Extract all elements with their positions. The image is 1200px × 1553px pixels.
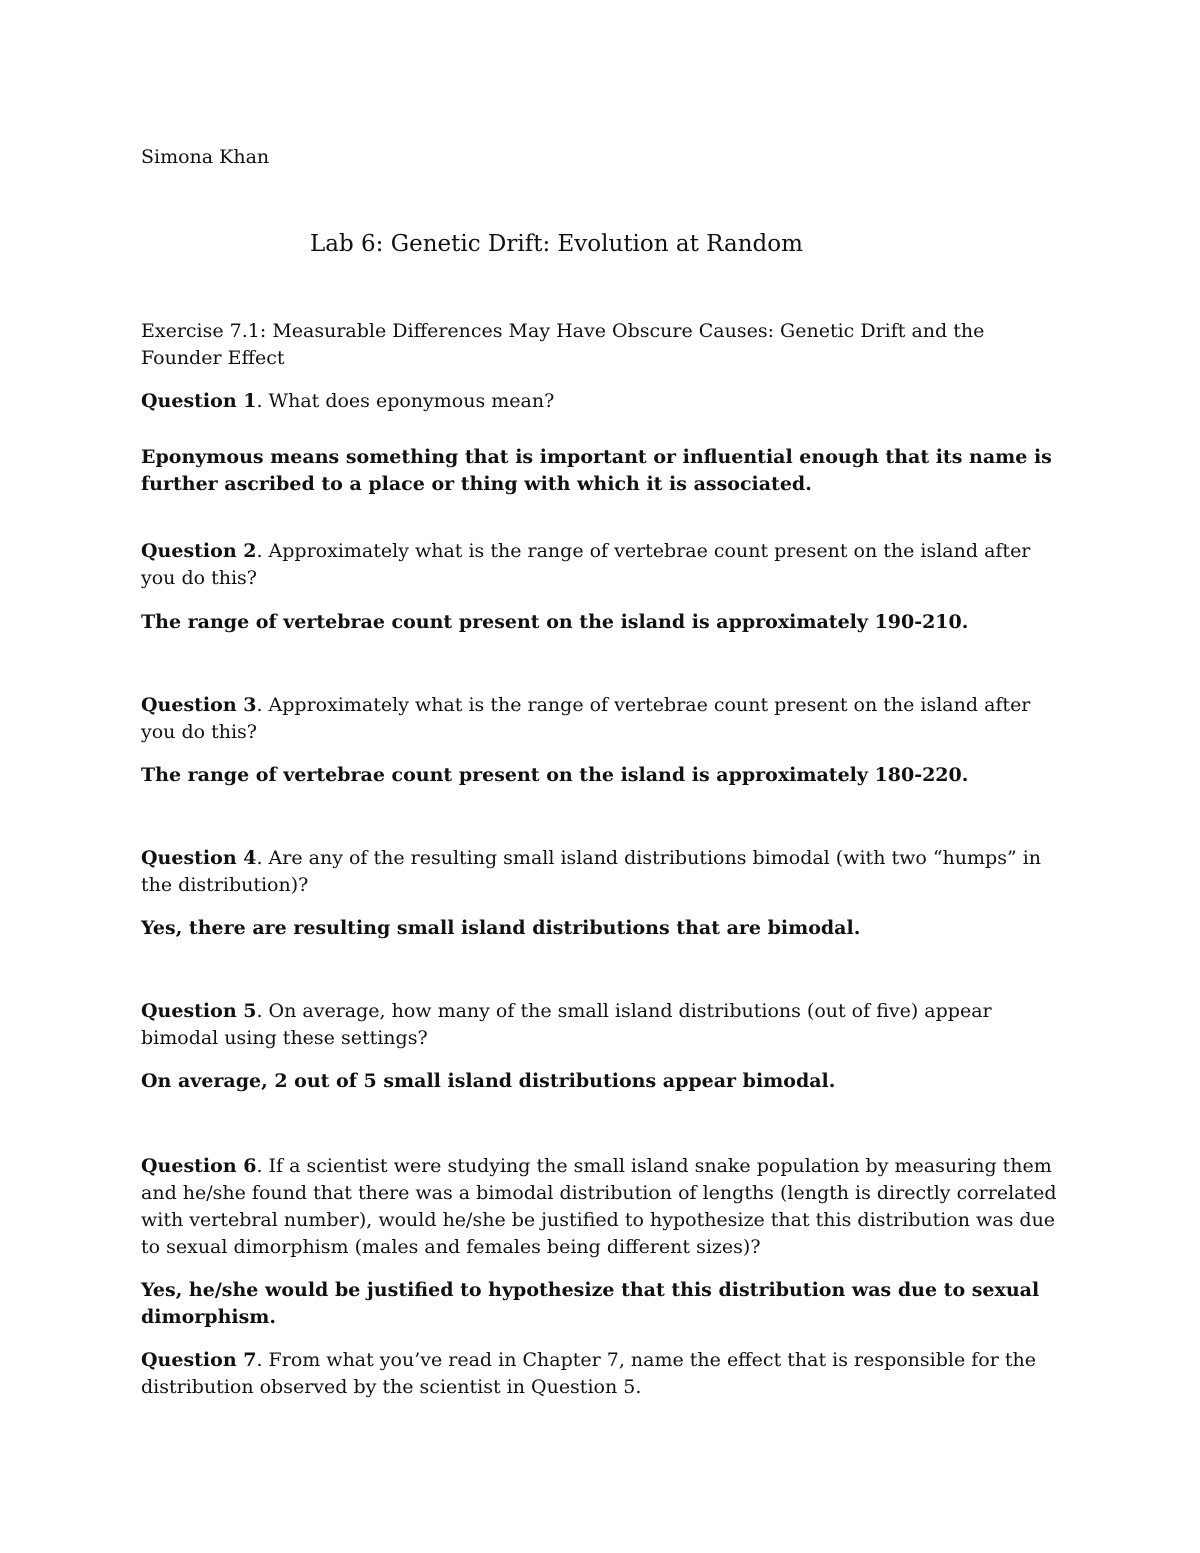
question-6 — [141, 1153, 1061, 1261]
question-1-label: Question 1 — [141, 390, 257, 412]
question-3-label: Question 3 — [141, 694, 257, 716]
question-6-text: . If a scientist were studying the small island snake population by measuring them and he/she found that there was a bimodal distribution of lengths (length is directly correlated with vertebral number), would he/she be justified to hypothesize that this distribution was due to sexual dimorphism (males and females being different sizes)? — [141, 1155, 1057, 1258]
question-4 — [141, 845, 1061, 899]
question-6-label: Question 6 — [141, 1155, 257, 1177]
question-7 — [141, 1347, 1061, 1401]
question-4-label: Question 4 — [141, 847, 257, 869]
question-5 — [141, 998, 1061, 1052]
question-2 — [141, 538, 1061, 592]
answer-4: Yes, there are resulting small island distributions that are bimodal. — [141, 917, 861, 939]
answer-2: The range of vertebrae count present on the island is approximately 190-210. — [141, 611, 969, 633]
exercise-heading: Exercise 7.1: Measurable Differences May Have Obscure Causes: Genetic Drift and the Founder Effect — [141, 320, 985, 369]
answer-3: The range of vertebrae count present on the island is approximately 180-220. — [141, 764, 969, 786]
question-2-label: Question 2 — [141, 540, 257, 562]
question-3 — [141, 692, 1061, 746]
answer-6: Yes, he/she would be justified to hypothesize that this distribution was due to sexual dimorphism. — [141, 1279, 1040, 1328]
question-3-text: . Approximately what is the range of vertebrae count present on the island after you do this? — [141, 694, 1031, 743]
question-7-text: . From what you’ve read in Chapter 7, name the effect that is responsible for the distribution observed by the scientist in Question 5. — [141, 1349, 1036, 1398]
page-title: Lab 6: Genetic Drift: Evolution at Random — [310, 231, 803, 257]
question-2-text: . Approximately what is the range of vertebrae count present on the island after you do this? — [141, 540, 1031, 589]
question-5-label: Question 5 — [141, 1000, 257, 1022]
question-1 — [141, 388, 1061, 415]
question-5-text: . On average, how many of the small island distributions (out of five) appear bimodal using these settings? — [141, 1000, 992, 1049]
answer-1: Eponymous means something that is important or influential enough that its name is further ascribed to a place or thing with which it is associated. — [141, 446, 1052, 495]
question-4-text: . Are any of the resulting small island distributions bimodal (with two “humps” in the distribution)? — [141, 847, 1042, 896]
question-1-text: . What does eponymous mean? — [256, 390, 555, 412]
question-7-label: Question 7 — [141, 1349, 257, 1371]
author-name: Simona Khan — [141, 146, 270, 168]
answer-5: On average, 2 out of 5 small island distributions appear bimodal. — [141, 1070, 836, 1092]
